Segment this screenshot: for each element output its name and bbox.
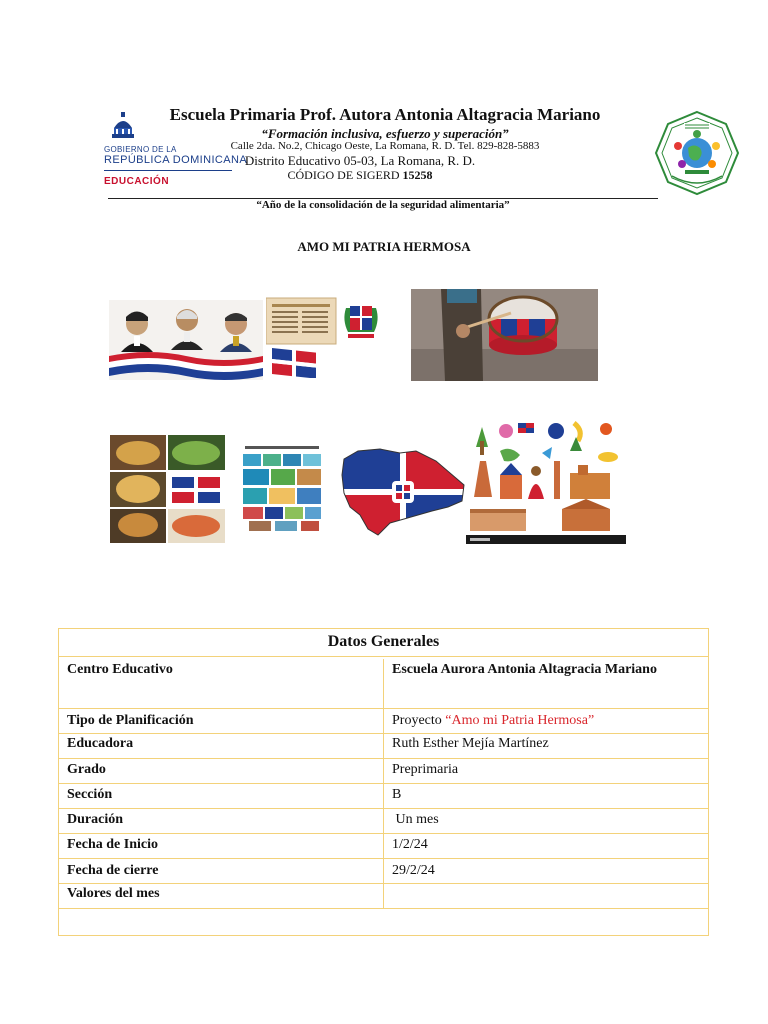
row-label: Sección — [59, 784, 384, 808]
school-district: Distrito Educativo 05-03, La Romana, R. D. — [244, 153, 476, 168]
gov-logo-line1: GOBIERNO DE LA — [104, 145, 177, 154]
tourism-collage-image — [241, 444, 323, 533]
row-value — [384, 884, 708, 908]
year-motto: “Año de la consolidación de la seguridad alimentaria” — [256, 199, 510, 211]
row-value-prefix: Proyecto — [392, 713, 446, 728]
table-row — [59, 709, 708, 734]
flag-document-image — [266, 296, 386, 378]
project-name-highlight: “Amo mi Patria Hermosa” — [445, 713, 595, 728]
row-value: Escuela Aurora Antonia Altagracia Mariano — [392, 662, 657, 677]
school-code — [150, 168, 570, 183]
row-value: 1/2/24 — [392, 837, 428, 852]
gov-logo-line3: EDUCACIÓN — [104, 176, 170, 187]
table-empty-row — [59, 909, 708, 935]
dome-icon — [106, 110, 140, 144]
general-data-table — [58, 628, 709, 936]
row-label: Fecha de Inicio — [59, 834, 384, 858]
flag-map-image — [340, 445, 466, 538]
row-value: B — [392, 787, 402, 802]
row-label: Duración — [59, 809, 384, 833]
school-address: Calle 2da. No.2, Chicago Oeste, La Romana, R. D. Tel. 829-828-5883 — [230, 140, 540, 152]
table-row — [59, 657, 708, 709]
table-caption: Datos Generales — [59, 629, 708, 657]
row-label: Educadora — [59, 734, 384, 758]
gov-logo-line2: REPÚBLICA DOMINICANA — [104, 154, 248, 166]
school-code-label: CÓDIGO DE SIGERD — [287, 168, 400, 182]
row-label: Valores del mes — [59, 884, 384, 908]
row-label: Centro Educativo — [59, 659, 384, 708]
row-value: Ruth Esther Mejía Martínez — [392, 736, 549, 751]
table-row — [59, 834, 708, 859]
school-motto: “Formación inclusiva, esfuerzo y superación” — [261, 126, 509, 141]
school-code-value: 15258 — [402, 168, 433, 182]
row-label: Fecha de cierre — [59, 859, 384, 883]
drum-image — [411, 289, 598, 381]
table-row — [59, 859, 708, 884]
school-title: Escuela Primaria Prof. Autora Antonia Altagracia Mariano — [169, 105, 601, 124]
table-row — [59, 784, 708, 809]
row-label: Grado — [59, 759, 384, 783]
table-row — [59, 759, 708, 784]
heroes-flag-image — [109, 300, 263, 380]
project-title: AMO MI PATRIA HERMOSA — [297, 239, 471, 254]
row-value: Un mes — [392, 812, 439, 827]
row-label: Tipo de Planificación — [59, 709, 384, 733]
row-value: 29/2/24 — [392, 863, 435, 878]
culture-icons-image — [466, 417, 626, 544]
school-seal-icon — [654, 110, 740, 196]
table-row — [59, 809, 708, 834]
row-value: Preprimaria — [392, 762, 459, 777]
table-row — [59, 734, 708, 759]
row-value — [384, 709, 708, 733]
table-row — [59, 884, 708, 909]
food-collage-image — [110, 435, 225, 543]
